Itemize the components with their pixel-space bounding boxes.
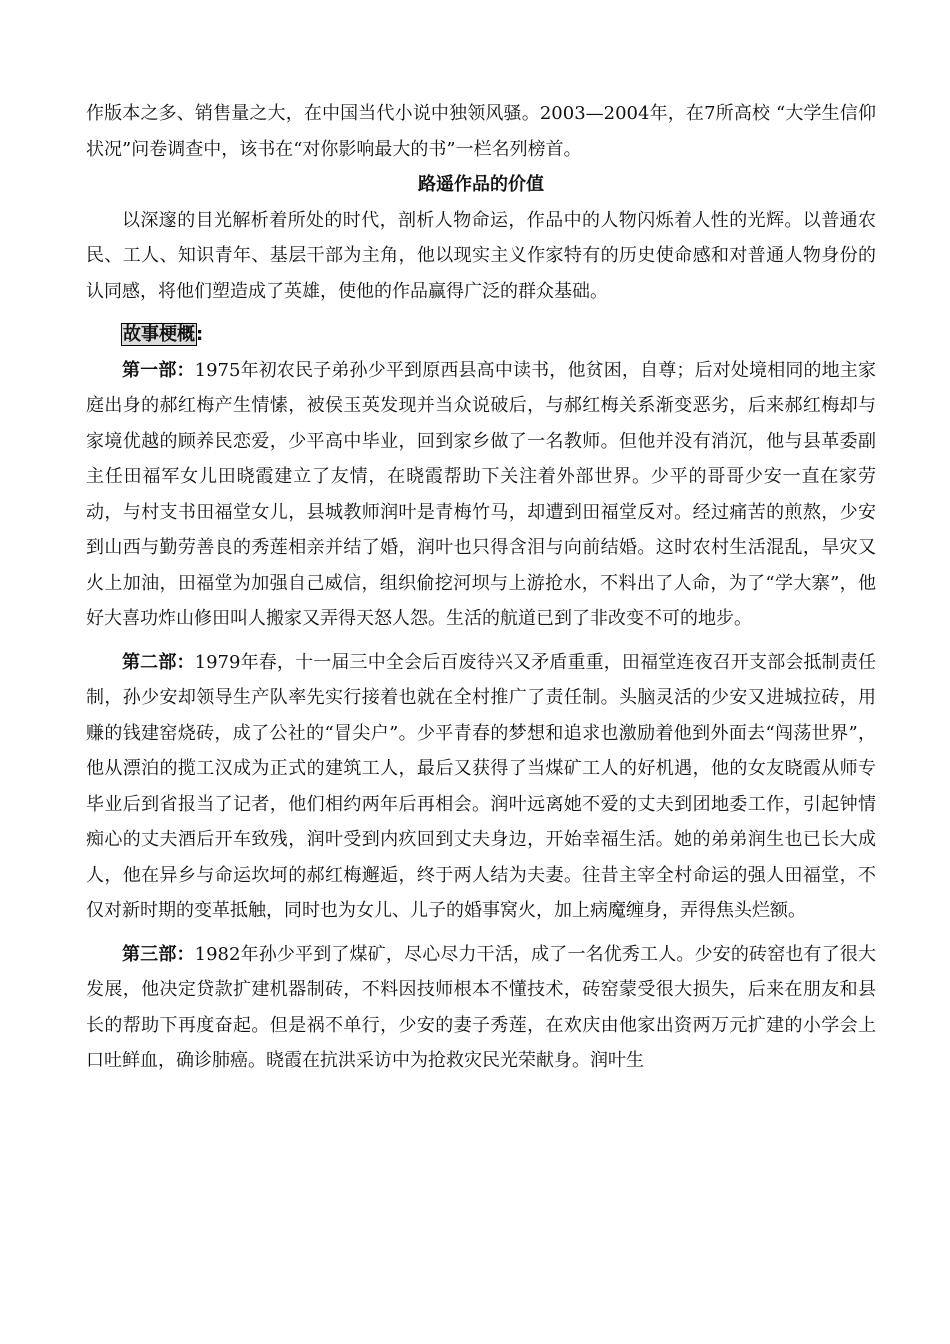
intro-paragraph: 作版本之多、销售量之大，在中国当代小说中独领风骚。2003—2004年，在7所高校 “大学生信仰状况”问卷调查中，该书在“对你影响最大的书”一栏名列榜首。 xyxy=(86,103,876,160)
summary-heading xyxy=(86,317,876,353)
part-2-paragraph xyxy=(86,645,876,929)
part-2-text: 1979年春，十一届三中全会后百废待兴又矛盾重重，田福堂连夜召开支部会抵制责任制，孙少安却领导生产队率先实行接着也就在全村推广了责任制。头脑灵活的少安又进城拉砖，用赚的钱建窑烧砖，成了公社的“冒尖户”。少平青春的梦想和追求也激励着他到外面去“闯荡世界”，他从漂泊的揽工汉成为正式的建筑工人，最后又获得了当煤矿工人的好机遇，他的女友晓霞从师专毕业后到省报当了记者，他们相约两年后再相会。润叶远离她不爱的丈夫到团地委工作，引起钟情痴心的丈夫酒后开车致残，润叶受到内疚回到丈夫身边，开始幸福生活。她的弟弟润生也已长大成人，他在异乡与命运坎坷的郝红梅邂逅，终于两人结为夫妻。往昔主宰全村命运的强人田福堂，不仅对新时期的变革抵触，同时也为女儿、儿子的婚事窝火，加上病魔缠身，弄得焦头烂额。 xyxy=(86,651,876,921)
value-paragraph: 以深邃的目光解析着所处的时代，剖析人物命运，作品中的人物闪烁着人性的光辉。以普通农民、工人、知识青年、基层干部为主角，他以现实主义作家特有的历史使命感和对普通人物身份的认同感，将他们塑造成了英雄，使他的作品赢得广泛的群众基础。 xyxy=(86,209,876,302)
document-body xyxy=(86,96,876,1079)
part-1-text: 1975年初农民子弟孙少平到原西县高中读书，他贫困，自尊；后对处境相同的地主家庭出身的郝红梅产生情愫，被侯玉英发现并当众说破后，与郝红梅关系渐变恶劣，后来郝红梅却与家境优越的顾养民恋爱，少平高中毕业，回到家乡做了一名教师。但他并没有消沉，他与县革委副主任田福军女儿田晓霞建立了友情，在晓霞帮助下关注着外部世界。少平的哥哥少安一直在家劳动，与村支书田福堂女儿，县城教师润叶是青梅竹马，却遭到田福堂反对。经过痛苦的煎熬，少安到山西与勤劳善良的秀莲相亲并结了婚，润叶也只得含泪与向前结婚。这时农村生活混乱，旱灾又火上加油，田福堂为加强自己威信，组织偷挖河坝与上游抢水，不料出了人命，为了“学大寨”，他好大喜功炸山修田叫人搬家又弄得天怒人怨。生活的航道已到了非改变不可的地步。 xyxy=(86,359,876,629)
part-1-label: 第一部： xyxy=(122,359,195,381)
section-heading-value: 路遥作品的价值 xyxy=(418,174,544,195)
part-1-paragraph xyxy=(86,353,876,637)
part-3-label: 第三部： xyxy=(122,943,195,965)
part-2-label: 第二部： xyxy=(122,651,195,673)
summary-label: 故事梗概 xyxy=(123,324,195,345)
part-3-text: 1982年孙少平到了煤矿，尽心尽力干活，成了一名优秀工人。少安的砖窑也有了很大发展，他决定贷款扩建机器制砖，不料因技师根本不懂技术，砖窑蒙受很大损失，后来在朋友和县长的帮助下再度奋起。但是祸不单行，少安的妻子秀莲，在欢庆由他家出资两万元扩建的小学会上口吐鲜血，确诊肺癌。晓霞在抗洪采访中为抢救灾民光荣献身。润叶生 xyxy=(86,943,876,1071)
summary-colon: : xyxy=(196,324,204,345)
part-3-paragraph xyxy=(86,937,876,1079)
